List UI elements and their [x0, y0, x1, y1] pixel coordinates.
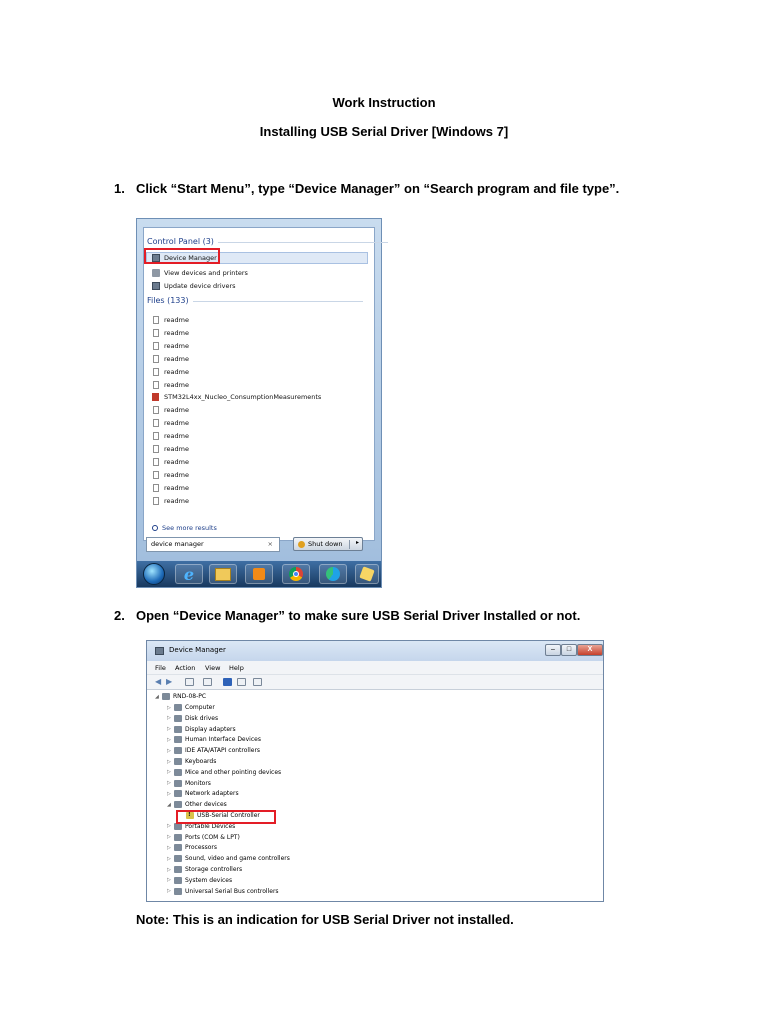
device-category-icon: [174, 780, 182, 787]
title-bar: [147, 641, 603, 661]
tree-item-label: Computer: [185, 704, 215, 711]
tree-item-label: Monitors: [185, 779, 211, 787]
see-more-results-link[interactable]: [152, 524, 217, 532]
tree-item-label: Universal Serial Bus controllers: [185, 887, 279, 895]
show-hidden-icon[interactable]: [203, 678, 212, 686]
step-2: [114, 608, 580, 623]
file-label: readme: [164, 380, 189, 389]
file-label: readme: [164, 316, 189, 324]
device-category-icon: [174, 844, 182, 851]
tree-item[interactable]: [167, 799, 227, 810]
device-manager-window: [146, 640, 604, 902]
tree-item-label: Ports (COM & LPT): [185, 833, 240, 841]
file-label: readme: [164, 432, 189, 441]
expand-icon[interactable]: ▷: [167, 747, 171, 754]
step-1: [114, 181, 619, 196]
text-file-icon: [153, 432, 159, 440]
result-view-devices-printers[interactable]: [152, 267, 248, 279]
tree-item-label: Processors: [185, 844, 218, 852]
file-label: readme: [164, 457, 189, 466]
device-category-icon: [174, 769, 182, 776]
expand-icon[interactable]: ▷: [167, 844, 171, 851]
tree-item[interactable]: [167, 767, 281, 778]
folder-icon[interactable]: [355, 564, 379, 584]
chrome-icon[interactable]: [282, 564, 310, 584]
taskbar: [137, 561, 381, 587]
tree-item-label: Human Interface Devices: [185, 736, 261, 744]
expand-icon[interactable]: ▷: [167, 790, 171, 797]
text-file-icon: [153, 342, 159, 350]
tree-item-label: Network adapters: [185, 790, 239, 798]
tree-item-label: Portable Devices: [185, 822, 236, 830]
text-file-icon: [153, 497, 159, 505]
divider: [349, 540, 350, 549]
start-menu-results-panel: [143, 227, 375, 541]
file-result-item[interactable]: [152, 404, 189, 416]
note-text: Note: This is an indication for USB Serial Driver not installed.: [136, 912, 514, 927]
expand-icon[interactable]: ▷: [167, 823, 171, 830]
file-result-item[interactable]: [152, 391, 321, 403]
step-2-text: Open “Device Manager” to make sure USB Serial Driver Installed or not.: [136, 608, 581, 623]
edge-icon[interactable]: [319, 564, 347, 584]
text-file-icon: [153, 316, 159, 324]
tree-item-label: Keyboards: [185, 758, 217, 765]
device-category-icon: [174, 888, 182, 895]
file-result-item[interactable]: [152, 327, 189, 339]
device-category-icon: [174, 715, 182, 722]
collapse-icon[interactable]: ◢: [155, 693, 159, 700]
tree-item[interactable]: [167, 788, 239, 799]
menu-help[interactable]: Help: [229, 664, 244, 672]
expand-icon[interactable]: ▷: [167, 769, 171, 776]
file-result-item[interactable]: [152, 379, 189, 391]
start-search-input[interactable]: [146, 537, 280, 552]
media-player-icon[interactable]: [245, 564, 273, 584]
expand-icon[interactable]: ▷: [167, 780, 171, 787]
clear-search-icon[interactable]: ×: [267, 540, 273, 548]
printer-icon: [152, 269, 160, 277]
file-label: readme: [164, 328, 189, 337]
tree-item-label: Storage controllers: [185, 866, 243, 873]
device-category-icon: [174, 790, 182, 797]
file-result-item[interactable]: [152, 443, 189, 455]
search-icon: [152, 525, 158, 531]
device-category-icon: [174, 726, 182, 733]
tree-item-label: Mice and other pointing devices: [185, 768, 282, 776]
shield-icon: [298, 541, 305, 548]
device-category-icon: [174, 801, 182, 808]
file-label: readme: [164, 341, 189, 350]
shutdown-button[interactable]: [293, 537, 363, 551]
expand-icon[interactable]: ▷: [167, 834, 171, 841]
start-menu-screenshot: [136, 218, 382, 588]
step-1-number: 1.: [114, 181, 125, 196]
file-label: STM32L4xx_Nucleo_ConsumptionMeasurements: [164, 393, 322, 402]
tree-item-label: Display adapters: [185, 725, 236, 733]
search-value: device manager: [151, 540, 204, 548]
expand-icon[interactable]: ▷: [167, 704, 171, 711]
tree-item[interactable]: [167, 864, 242, 875]
file-result-item[interactable]: [152, 482, 189, 494]
text-file-icon: [153, 471, 159, 479]
tree-item-label: USB-Serial Controller: [197, 812, 260, 819]
menu-view[interactable]: View: [205, 664, 221, 672]
file-result-item[interactable]: [152, 417, 189, 429]
text-file-icon: [153, 445, 159, 453]
expand-icon[interactable]: ▷: [167, 855, 171, 862]
highlight-box-device-manager: [144, 248, 220, 264]
tree-item[interactable]: [167, 713, 218, 724]
device-category-icon: [174, 855, 182, 862]
tree-item[interactable]: [167, 724, 236, 735]
step-2-number: 2.: [114, 608, 125, 623]
device-category-icon: [174, 704, 182, 711]
expand-icon[interactable]: ▷: [167, 866, 171, 873]
action-icon[interactable]: [237, 678, 246, 686]
device-category-icon: [174, 736, 182, 743]
shutdown-label: Shut down: [308, 540, 343, 548]
device-category-icon: [174, 866, 182, 873]
device-category-icon: [174, 834, 182, 841]
file-result-item[interactable]: [152, 495, 189, 507]
tree-item[interactable]: [167, 842, 217, 853]
tree-item[interactable]: [167, 756, 216, 767]
text-file-icon: [153, 458, 159, 466]
tree-item[interactable]: [167, 832, 240, 843]
file-result-item[interactable]: [152, 430, 189, 442]
text-file-icon: [153, 368, 159, 376]
text-file-icon: [153, 381, 159, 389]
tree-item[interactable]: [167, 886, 279, 897]
tree-item-label: Disk drives: [185, 714, 219, 722]
document-subtitle: Installing USB Serial Driver [Windows 7]: [259, 124, 509, 139]
tree-item[interactable]: [167, 778, 211, 789]
text-file-icon: [153, 484, 159, 492]
forward-icon[interactable]: ▶: [166, 677, 173, 686]
tree-item[interactable]: [167, 745, 260, 756]
windows-explorer-icon[interactable]: [209, 564, 237, 584]
internet-explorer-icon[interactable]: e: [175, 564, 203, 584]
scan-hardware-icon[interactable]: [253, 678, 262, 686]
collapse-icon[interactable]: ◢: [167, 801, 171, 808]
expand-icon[interactable]: ▷: [167, 715, 171, 722]
file-label: readme: [164, 445, 189, 453]
highlight-box-usb-serial: [176, 810, 276, 824]
file-result-item[interactable]: [152, 469, 189, 481]
text-file-icon: [153, 406, 159, 414]
see-more-label: See more results: [162, 524, 217, 532]
menu-bar: [147, 661, 603, 675]
start-orb-icon[interactable]: [143, 563, 165, 585]
result-label: Device Manager: [164, 254, 217, 262]
text-file-icon: [153, 419, 159, 427]
tree-item-label: Other devices: [185, 801, 227, 809]
file-label: readme: [164, 367, 189, 376]
file-result-item[interactable]: [152, 366, 189, 378]
back-icon[interactable]: ◀: [155, 677, 162, 686]
close-button[interactable]: X: [577, 644, 603, 656]
device-category-icon: [174, 747, 182, 754]
device-category-icon: [174, 877, 182, 884]
help-icon[interactable]: [223, 678, 232, 686]
file-label: readme: [164, 419, 189, 428]
control-panel-header: Control Panel (3): [147, 237, 214, 246]
device-manager-icon: [152, 282, 160, 290]
tree-item[interactable]: [167, 702, 215, 713]
file-label: readme: [164, 406, 189, 415]
properties-icon[interactable]: [185, 678, 194, 686]
tree-root-label: RND-08-PC: [173, 693, 207, 700]
result-label: Update device drivers: [164, 282, 236, 290]
expand-icon[interactable]: ▷: [167, 726, 171, 733]
device-category-icon: [174, 758, 182, 765]
chevron-right-icon[interactable]: ▸: [355, 539, 359, 546]
file-label: readme: [164, 496, 189, 505]
tree-item-label: System devices: [185, 876, 233, 884]
result-label: View devices and printers: [164, 269, 248, 277]
file-label: readme: [164, 470, 189, 479]
pdf-file-icon: [152, 393, 159, 401]
tree-item-label: Sound, video and game controllers: [185, 855, 290, 863]
tree-item[interactable]: [167, 734, 261, 745]
result-update-device-drivers[interactable]: [152, 280, 236, 292]
file-label: readme: [164, 483, 189, 492]
expand-icon[interactable]: ▷: [167, 758, 171, 765]
text-file-icon: [153, 329, 159, 337]
step-1-text: Click “Start Menu”, type “Device Manager” on “Search program and file type”.: [136, 181, 620, 196]
tree-root[interactable]: [155, 691, 206, 702]
tree-item[interactable]: [167, 875, 232, 886]
tree-item[interactable]: [167, 853, 290, 864]
tree-item-label: IDE ATA/ATAPI controllers: [185, 747, 261, 755]
window-title: Device Manager: [169, 646, 226, 654]
expand-icon[interactable]: ▷: [167, 736, 171, 743]
maximize-button[interactable]: □: [561, 644, 577, 656]
menu-file[interactable]: File: [155, 664, 166, 672]
files-header: Files (133): [147, 296, 189, 305]
computer-icon: [162, 693, 170, 700]
device-manager-icon: [155, 647, 164, 655]
file-result-item[interactable]: [152, 456, 189, 468]
document-title: Work Instruction: [332, 95, 436, 110]
toolbar: [147, 675, 603, 690]
expand-icon[interactable]: ▷: [167, 877, 171, 884]
file-label: readme: [164, 354, 189, 363]
minimize-button[interactable]: –: [545, 644, 561, 656]
expand-icon[interactable]: ▷: [167, 888, 171, 895]
file-result-item[interactable]: [152, 353, 189, 365]
file-result-item[interactable]: [152, 314, 189, 326]
text-file-icon: [153, 355, 159, 363]
file-result-item[interactable]: [152, 340, 189, 352]
menu-action[interactable]: Action: [175, 664, 196, 672]
